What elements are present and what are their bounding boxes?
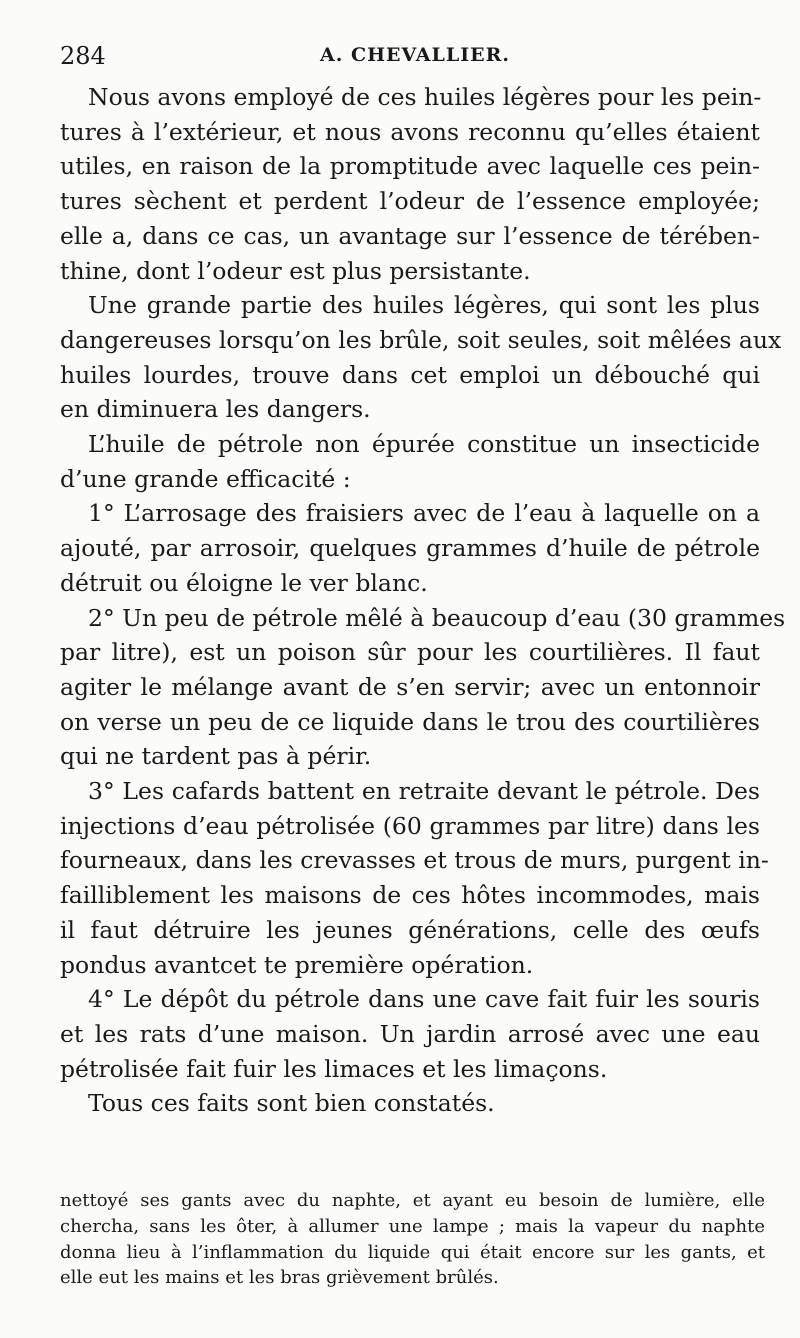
text-line: en diminuera les dangers. <box>60 395 371 424</box>
header-author: A. CHEVALLIER. <box>320 44 511 66</box>
paragraph-item-2-mole-crickets <box>60 601 786 775</box>
text-line: détruit ou éloigne le ver blanc. <box>60 568 428 597</box>
text-line: 3° Les cafards battent en retraite devant le pétrole. Des <box>88 777 760 806</box>
text-line: et les rats d’une maison. Un jardin arrosé avec une eau <box>60 1019 760 1048</box>
text-line: il faut détruire les jeunes générations, celle des œufs <box>60 915 760 944</box>
text-line: qui ne tardent pas à périr. <box>60 742 372 771</box>
paragraph-item-4-mice-slugs <box>60 982 760 1086</box>
text-line: Une grande partie des huiles légères, qui sont les plus <box>88 291 760 320</box>
text-line: d’une grande efficacité : <box>60 464 351 493</box>
text-line: tures à l’extérieur, et nous avons reconnu qu’elles étaient <box>60 117 760 146</box>
footnote-line: nettoyé ses gants avec du naphte, et ayant eu besoin de lumière, elle <box>60 1190 765 1211</box>
text-line: pétrolisée fait fuir les limaces et les limaçons. <box>60 1054 608 1083</box>
text-line: injections d’eau pétrolisée (60 grammes par litre) dans les <box>60 811 760 840</box>
paragraph-insecticide-intro <box>60 427 760 496</box>
text-line: agiter le mélange avant de s’en servir; avec un entonnoir <box>60 672 760 701</box>
paragraph-light-oils-painting <box>60 80 760 288</box>
text-line: L’huile de pétrole non épurée constitue un insecticide <box>88 430 760 459</box>
text-line: ajouté, par arrosoir, quelques grammes d’huile de pétrole <box>60 534 760 563</box>
paragraph-item-1-strawberries <box>60 496 760 600</box>
paragraph-conclusion <box>60 1086 760 1121</box>
text-line: Nous avons employé de ces huiles légères pour les pein- <box>88 83 762 111</box>
paragraph-light-oils-dangers <box>60 288 782 427</box>
text-line: elle a, dans ce cas, un avantage sur l’essence de térében- <box>60 221 760 250</box>
footnote-line: donna lieu à l’inflammation du liquide qui était encore sur les gants, et <box>60 1241 765 1263</box>
running-head <box>60 40 760 70</box>
text-line: on verse un peu de ce liquide dans le trou des courtilières <box>60 707 760 736</box>
text-line: fourneaux, dans les crevasses et trous de murs, purgent in- <box>60 846 769 875</box>
text-line: 1° L’arrosage des fraisiers avec de l’eau à laquelle on a <box>88 499 760 528</box>
text-line: Tous ces faits sont bien constatés. <box>88 1089 495 1118</box>
text-line: dangereuses lorsqu’on les brûle, soit seules, soit mêlées aux <box>60 325 782 354</box>
text-line: 2° Un peu de pétrole mêlé à beaucoup d’eau (30 grammes <box>88 603 786 632</box>
footnote-line: elle eut les mains et les bras grièvement brûlés. <box>60 1267 499 1289</box>
text-line: huiles lourdes, trouve dans cet emploi un débouché qui <box>60 360 760 389</box>
text-line: pondus avantcet te première opération. <box>60 950 534 979</box>
text-line: failliblement les maisons de ces hôtes incommodes, mais <box>60 881 760 910</box>
page-number: 284 <box>60 42 106 70</box>
footnote <box>60 1188 765 1291</box>
footnote-line: chercha, sans les ôter, à allumer une lampe ; mais la vapeur du naphte <box>60 1215 765 1237</box>
paragraph-item-3-cockroaches <box>60 774 769 982</box>
text-line: thine, dont l’odeur est plus persistante. <box>60 256 531 285</box>
text-line: 4° Le dépôt du pétrole dans une cave fait fuir les souris <box>88 985 760 1014</box>
text-line: utiles, en raison de la promptitude avec laquelle ces pein- <box>60 152 760 181</box>
text-line: par litre), est un poison sûr pour les courtilières. Il faut <box>60 638 760 667</box>
text-line: tures sèchent et perdent l’odeur de l’essence employée; <box>60 187 760 216</box>
body-text <box>60 80 786 1121</box>
